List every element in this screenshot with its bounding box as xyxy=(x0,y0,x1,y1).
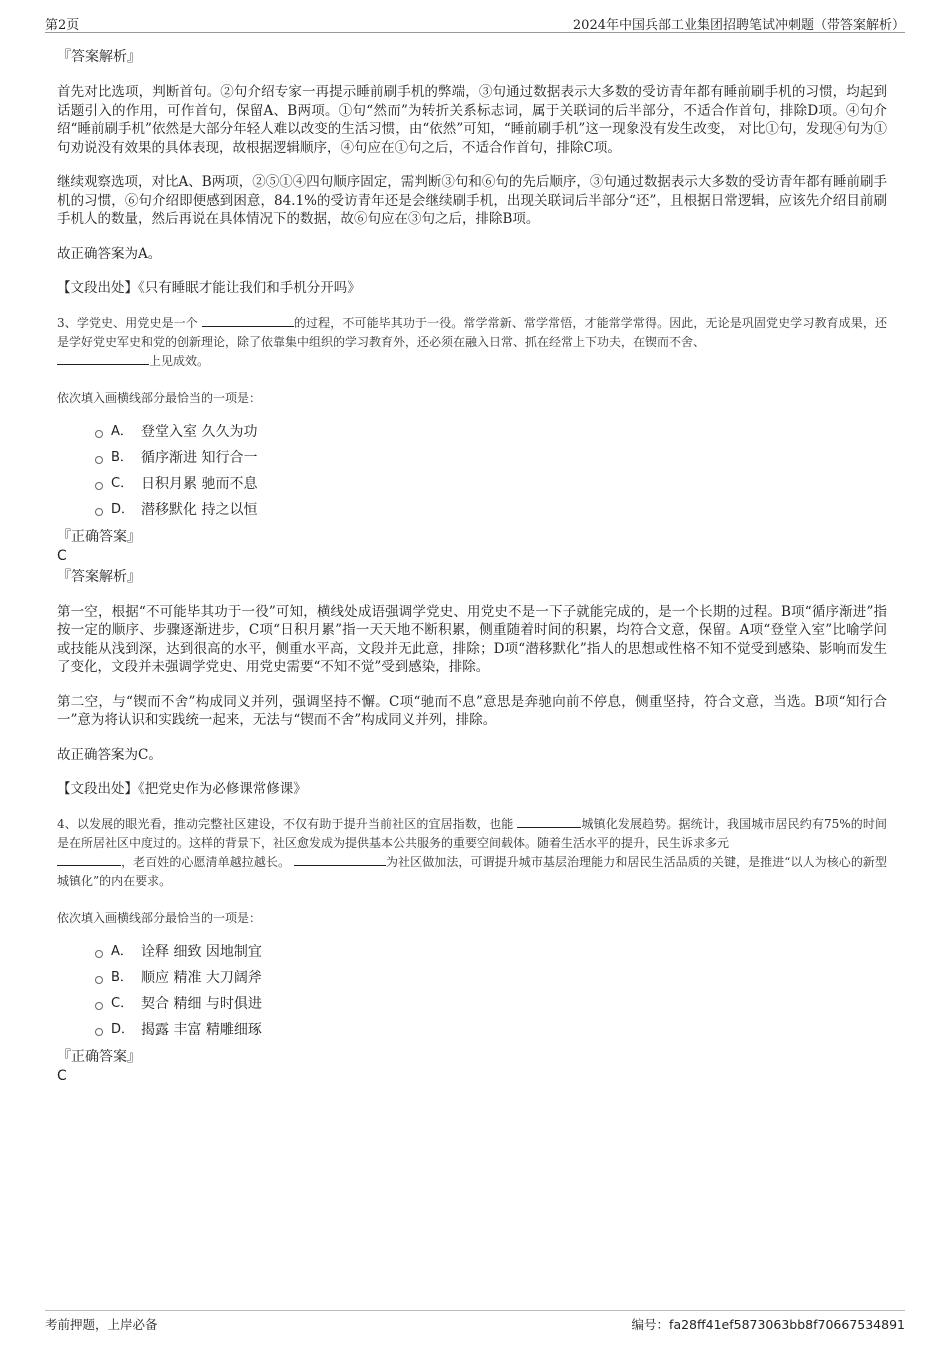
question-stem xyxy=(57,815,887,891)
option-letter: D． xyxy=(111,1021,135,1037)
code-value: fa28ff41ef5873063bb8f70667534891 xyxy=(669,1317,905,1332)
radio-icon[interactable] xyxy=(95,1028,103,1036)
option-d[interactable] xyxy=(95,1017,887,1043)
radio-icon[interactable] xyxy=(95,950,103,958)
radio-icon[interactable] xyxy=(95,508,103,516)
option-text: 日积月累 驰而不息 xyxy=(141,475,258,492)
page-number: 第2页 xyxy=(45,18,80,33)
option-letter: C． xyxy=(111,475,134,491)
question-4 xyxy=(57,815,887,1085)
analysis-paragraph: 第二空，与“锲而不舍”构成同义并列，强调坚持不懈。C项“驰而不息”意思是奔驰向前不停息，侧重坚持，符合文意，当选。B项“知行合一”意为将认识和实践统一起来，无法与“锲而不舍”构成同义并列，排除。 xyxy=(57,693,887,728)
option-letter: C． xyxy=(111,995,134,1011)
answer-statement: 故正确答案为C。 xyxy=(57,746,162,763)
radio-icon[interactable] xyxy=(95,1002,103,1010)
option-d[interactable] xyxy=(95,497,887,523)
stem-text: 为社区做加法，可谓提升城市基层治理能力和居民生活品质的关键，是推进“以人为核心的新型城镇化”的内在要求。 xyxy=(57,854,887,888)
analysis-paragraph: 继续观察选项，对比A、B两项，②⑤①④四句顺序固定，需判断③句和⑥句的先后顺序，③句通过数据表示大多数的受访青年都有睡前刷手机的习惯，⑥句介绍即便感到困意，84.1%的受访青年还是会继续刷手机，出现关联词后半部分“还”，且根据日常逻辑，应该先介绍目前刷手机人的数量，然后再说在具体情况下的数据，故⑥句应在③句之后，排除B项。 xyxy=(57,174,887,227)
stem-text: 4、以发展的眼光看，推动完整社区建设，不仅有助于提升当前社区的宜居指数，也能 xyxy=(57,816,514,831)
correct-answer-label: 『正确答案』 xyxy=(57,1048,141,1065)
analysis-paragraph: 首先对比选项，判断首句。②句介绍专家一再提示睡前刷手机的弊端，③句通过数据表示大多数的受访青年都有睡前刷手机的习惯，均起到话题引入的作用，可作首句，保留A、B两项。①句“然而”为转折关系标志词，属于关联词的后半部分，不适合作首句，排除D项。④句介绍“睡前刷手机”依然是大部分年轻人难以改变的生活习惯，由“依然”可知，“睡前刷手机”这一现象没有发生改变， 对比①句，发现④句为①句劝说没有效果的具体表现，故根据逻辑顺序，④句应在①句之后，不适合作首句，排除C项。 xyxy=(57,84,887,156)
question-stem xyxy=(57,314,887,371)
stem-text: 的过程，不可能毕其功于一役。常学常新、常学常悟，才能常学常得。因此，无论是巩固党史学习教育成果，还是学好党史军史和党的创新理论，除了依靠集中组织的学习教育外，还必须在融入日常、抓在经常上下功夫，在锲而不舍、 xyxy=(57,315,887,349)
option-a[interactable] xyxy=(95,939,887,965)
stem-text: ，老百姓的心愿清单越拉越长。 xyxy=(121,854,291,869)
radio-icon[interactable] xyxy=(95,976,103,984)
option-letter: A． xyxy=(111,423,133,439)
option-text: 契合 精细 与时俱进 xyxy=(141,995,262,1012)
page-content xyxy=(57,47,887,1085)
source-citation: 【文段出处】《把党史作为必修课常修课》 xyxy=(57,781,307,797)
option-c[interactable] xyxy=(95,471,887,497)
option-letter: B． xyxy=(111,969,133,985)
option-text: 诠释 细致 因地制宜 xyxy=(141,943,262,960)
option-text: 循序渐进 知行合一 xyxy=(141,449,258,466)
option-text: 潜移默化 持之以恒 xyxy=(141,501,258,518)
stem-text: 3、学党史、用党史是一个 xyxy=(57,315,198,330)
option-text: 登堂入室 久久为功 xyxy=(141,423,258,440)
page-footer xyxy=(45,1310,905,1333)
analysis-paragraph: 第一空，根据“不可能毕其功于一役”可知，横线处成语强调学党史、用党史不是一下子就能完成的，是一个长期的过程。B项“循序渐进”指按一定的顺序、步骤逐渐进步，C项“日积月累”指一天天地不断积累，侧重随着时间的积累，均符合文意，保留。A项“登堂入室”比喻学问或技能从浅到深，达到很高的水平，侧重水平高，文段并无此意，排除；D项“潜移默化”指人的思想或性格不知不觉受到感染、影响而发生了变化，文段并未强调学党史、用党史需要“不知不觉”受到感染，排除。 xyxy=(57,603,887,675)
source-citation: 【文段出处】《只有睡眠才能让我们和手机分开吗》 xyxy=(57,280,361,296)
fill-blank-2 xyxy=(57,352,149,365)
fill-blank-1 xyxy=(202,314,294,327)
option-list xyxy=(95,939,887,1043)
option-text: 揭露 丰富 精雕细琢 xyxy=(141,1021,262,1038)
fill-blank-3 xyxy=(294,853,386,866)
question-prompt: 依次填入画横线部分最恰当的一项是： xyxy=(57,390,262,405)
question-prompt: 依次填入画横线部分最恰当的一项是： xyxy=(57,910,262,925)
correct-answer-label: 『正确答案』 xyxy=(57,528,141,545)
option-text: 顺应 精准 大刀阔斧 xyxy=(141,969,262,986)
correct-answer: C xyxy=(57,547,67,564)
option-b[interactable] xyxy=(95,445,887,471)
analysis-label: 『答案解析』 xyxy=(57,568,141,585)
option-b[interactable] xyxy=(95,965,887,991)
question-2-analysis xyxy=(57,47,887,298)
footer-slogan: 考前押题，上岸必备 xyxy=(45,1317,158,1332)
fill-blank-2 xyxy=(57,853,121,866)
correct-answer: C xyxy=(57,1067,67,1084)
document-code xyxy=(632,1315,905,1333)
option-letter: B． xyxy=(111,449,133,465)
document-title: 2024年中国兵部工业集团招聘笔试冲刺题（带答案解析） xyxy=(572,18,905,33)
stem-text: 城镇化发展趋势。据统计，我国城市居民约有75%的时间是在所居社区中度过的。这样的背景下，社区愈发成为提供基本公共服务的重要空间载体。随着生活水平的提升，民生诉求多元 xyxy=(57,816,887,850)
option-list xyxy=(95,419,887,523)
analysis-label: 『答案解析』 xyxy=(57,49,141,65)
option-letter: D． xyxy=(111,501,135,517)
radio-icon[interactable] xyxy=(95,456,103,464)
radio-icon[interactable] xyxy=(95,430,103,438)
option-c[interactable] xyxy=(95,991,887,1017)
question-3 xyxy=(57,314,887,799)
fill-blank-1 xyxy=(517,815,581,828)
page-header xyxy=(45,12,905,33)
option-a[interactable] xyxy=(95,419,887,445)
stem-text: 上见成效。 xyxy=(149,353,210,368)
answer-statement: 故正确答案为A。 xyxy=(57,245,162,262)
radio-icon[interactable] xyxy=(95,482,103,490)
code-label: 编号： xyxy=(631,1317,670,1332)
option-letter: A． xyxy=(111,943,133,959)
